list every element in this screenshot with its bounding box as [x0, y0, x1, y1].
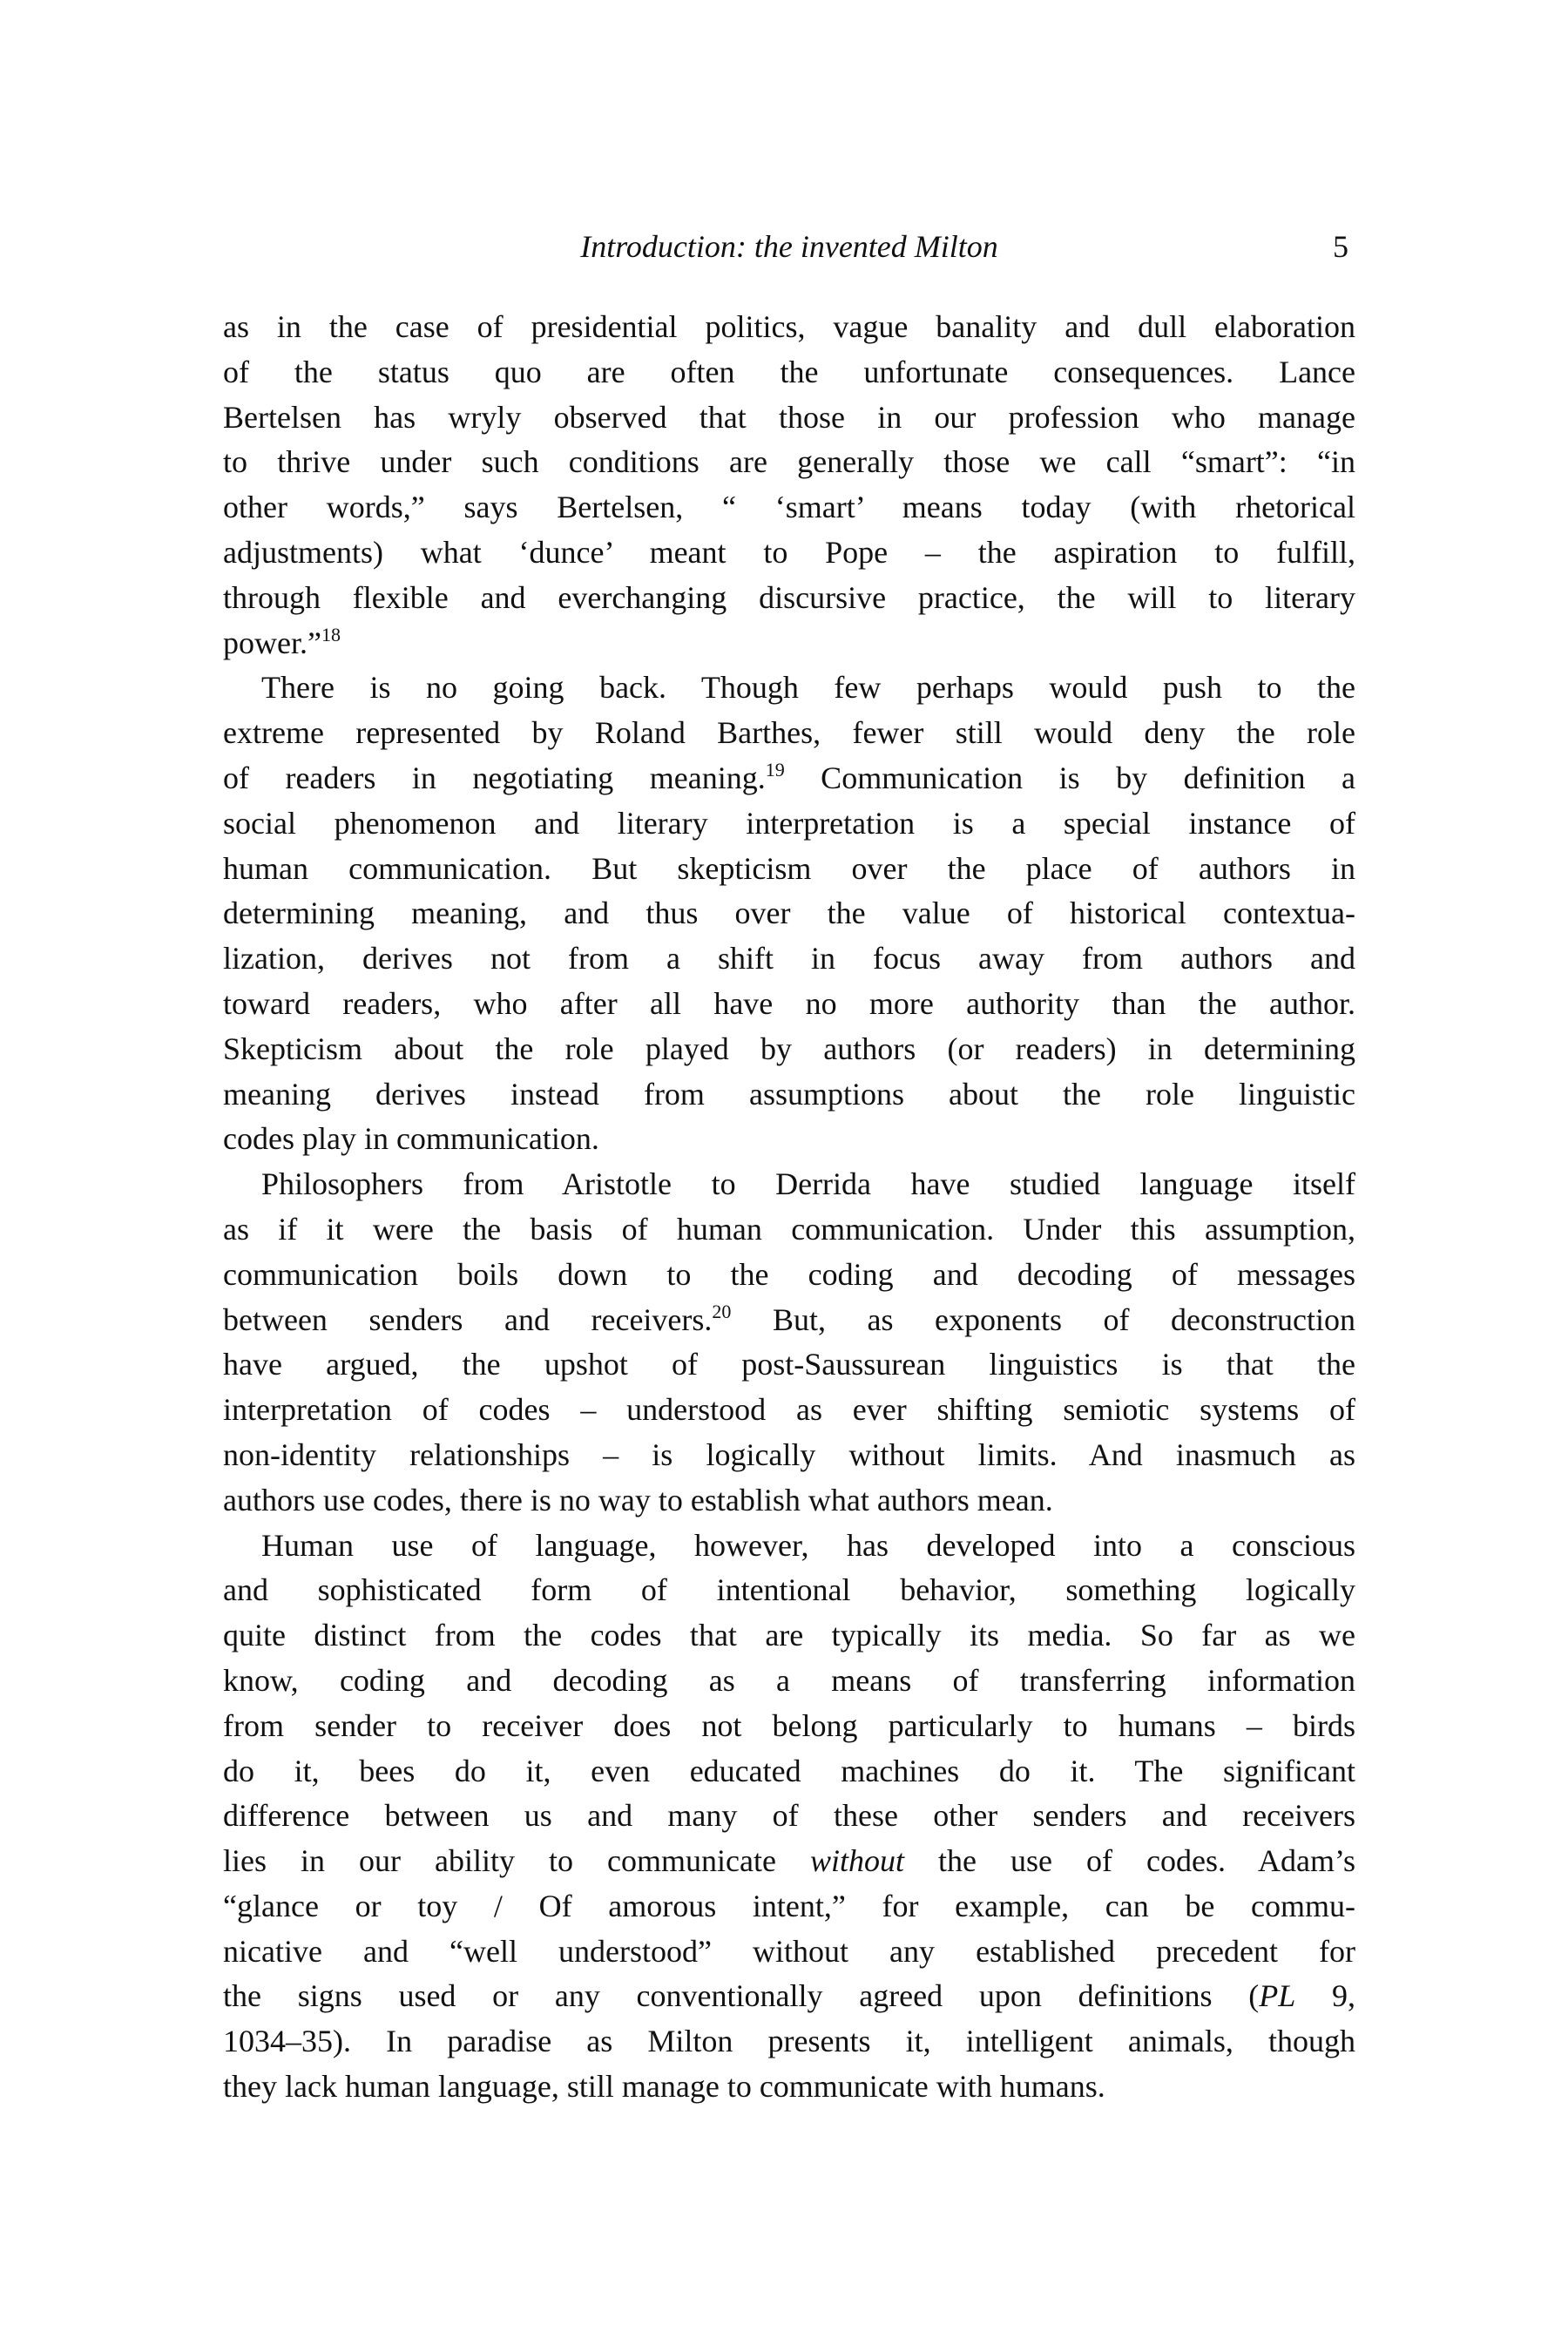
text-segment: But, as exponents of deconstruction [731, 1301, 1355, 1337]
text-line [223, 1388, 1355, 1433]
text-segment: interpretation of codes – understood as ever shifting semiotic systems of [223, 1392, 1355, 1428]
text-segment: from sender to receiver does not belong particularly to humans – birds [223, 1707, 1355, 1743]
text-segment: meaning derives instead from assumptions about the role linguistic [223, 1076, 1355, 1112]
text-segment: the signs used or any conventionally agreed upon definitions ( [223, 1978, 1260, 2014]
text-segment: Communication is by definition a [784, 760, 1355, 795]
text-line [223, 891, 1355, 936]
text-segment: the use of codes. Adam’s [904, 1843, 1355, 1879]
text-segment: through flexible and everchanging discursive practice, the will to literary [223, 579, 1355, 615]
text-line [223, 485, 1355, 531]
text-line [223, 1253, 1355, 1298]
text-segment: to thrive under such conditions are generally those we call “smart”: “in [223, 444, 1355, 480]
text-segment: lies in our ability to communicate [223, 1843, 810, 1879]
text-line [223, 1749, 1355, 1794]
text-line [223, 1207, 1355, 1253]
text-segment: have argued, the upshot of post-Saussurean linguistics is that the [223, 1347, 1355, 1382]
text-line [223, 2065, 1355, 2110]
footnote-marker: 19 [765, 758, 785, 781]
running-head: Introduction: the invented Milton [580, 229, 998, 264]
text-segment: between senders and receivers. [223, 1301, 713, 1337]
text-line [223, 801, 1355, 847]
text-segment: communication boils down to the coding and decoding of messages [223, 1256, 1355, 1292]
text-segment: power.” [223, 625, 321, 660]
text-line [223, 621, 1355, 666]
text-line [223, 847, 1355, 892]
text-line [223, 666, 1355, 711]
text-segment: do it, bees do it, even educated machines do it. The significant [223, 1753, 1355, 1788]
text-line [223, 576, 1355, 621]
text-segment: other words,” says Bertelsen, “ ‘smart’ means today (with rhetorical [223, 490, 1355, 525]
text-segment: extreme represented by Roland Barthes, fewer still would deny the role [223, 715, 1355, 751]
text-segment: Skepticism about the role played by authors (or readers) in determining [223, 1031, 1355, 1066]
text-segment: determining meaning, and thus over the value of historical contextua- [223, 896, 1355, 931]
text-line [223, 1478, 1355, 1524]
text-line [223, 350, 1355, 395]
text-line [223, 1524, 1355, 1569]
text-line [223, 711, 1355, 756]
text-segment: “glance or toy / Of amorous intent,” for example, can be commu- [223, 1888, 1355, 1923]
text-line [223, 1704, 1355, 1749]
footnote-marker: 18 [321, 623, 341, 645]
footnote-marker: 20 [712, 1300, 732, 1322]
text-line [223, 1568, 1355, 1613]
text-line [223, 1342, 1355, 1388]
text-segment: social phenomenon and literary interpretation is a special instance of [223, 805, 1355, 841]
text-line [223, 1884, 1355, 1930]
text-segment: 9, [1295, 1978, 1355, 2014]
text-line [223, 395, 1355, 441]
text-line [223, 2019, 1355, 2065]
text-segment: adjustments) what ‘dunce’ meant to Pope – the aspiration to fulfill, [223, 534, 1355, 570]
text-line [223, 1839, 1355, 1884]
text-line [223, 1162, 1355, 1207]
text-line [223, 440, 1355, 485]
text-segment: of the status quo are often the unfortunate consequences. Lance [223, 354, 1355, 389]
page-number: 5 [1333, 229, 1348, 264]
text-line [223, 1794, 1355, 1839]
text-segment: difference between us and many of these other senders and receivers [223, 1798, 1355, 1834]
text-line [223, 982, 1355, 1027]
text-segment: as if it were the basis of human communication. Under this assumption, [223, 1211, 1355, 1247]
text-line [223, 1298, 1355, 1343]
text-segment: human communication. But skepticism over the place of authors in [223, 850, 1355, 886]
text-line [223, 305, 1355, 350]
text-line [223, 1072, 1355, 1118]
text-segment: non-identity relationships – is logically without limits. And inasmuch as [223, 1436, 1355, 1472]
text-segment: know, coding and decoding as a means of transferring information [223, 1662, 1355, 1698]
text-line [223, 1930, 1355, 1975]
text-segment: Human use of language, however, has developed into a conscious [261, 1527, 1355, 1563]
text-segment: quite distinct from the codes that are typically its media. So far as we [223, 1618, 1355, 1653]
text-line [223, 1613, 1355, 1659]
text-line [223, 1433, 1355, 1478]
text-line [223, 936, 1355, 982]
text-line [223, 1974, 1355, 2019]
text-segment: they lack human language, still manage to communicate with humans. [223, 2069, 1105, 2105]
text-line [223, 1659, 1355, 1704]
text-segment: 1034–35). In paradise as Milton presents it, intelligent animals, though [223, 2024, 1355, 2059]
text-line [223, 1117, 1355, 1162]
text-segment: as in the case of presidential politics, vague banality and dull elaboration [223, 309, 1355, 344]
text-segment: lization, derives not from a shift in focus away from authors and [223, 941, 1355, 977]
text-segment: authors use codes, there is no way to establish what authors mean. [223, 1482, 1053, 1517]
text-segment: Bertelsen has wryly observed that those in our profession who manage [223, 399, 1355, 435]
text-segment: There is no going back. Though few perhaps would push to the [261, 670, 1355, 706]
text-line [223, 531, 1355, 576]
body-text [223, 305, 1355, 2110]
text-segment: and sophisticated form of intentional behavior, something logically [223, 1572, 1355, 1608]
text-segment: nicative and “well understood” without any established precedent for [223, 1933, 1355, 1969]
italic-text: without [809, 1843, 904, 1879]
italic-text: PL [1259, 1978, 1296, 2014]
text-line [223, 756, 1355, 801]
text-segment: toward readers, who after all have no more authority than the author. [223, 985, 1355, 1021]
text-line [223, 1027, 1355, 1072]
text-segment: codes play in communication. [223, 1121, 599, 1157]
text-segment: of readers in negotiating meaning. [223, 760, 766, 795]
text-segment: Philosophers from Aristotle to Derrida have studied language itself [261, 1166, 1355, 1202]
